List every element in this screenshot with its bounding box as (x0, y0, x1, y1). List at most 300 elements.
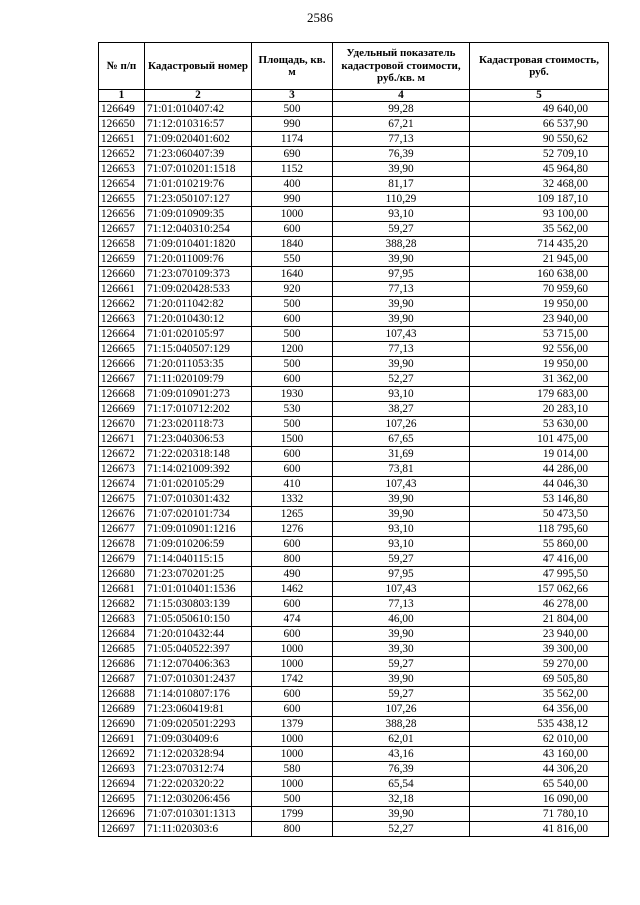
unit-value-cell: 65,54 (333, 777, 470, 792)
row-number-cell: 126649 (99, 102, 145, 117)
table-row (99, 537, 609, 552)
unit-value-cell: 39,90 (333, 252, 470, 267)
cadastral-value-cell: 19 950,00 (470, 357, 609, 372)
cadastral-number-cell: 71:09:020428:533 (145, 282, 252, 297)
row-number-cell: 126689 (99, 702, 145, 717)
cadastral-number-cell: 71:07:020101:734 (145, 507, 252, 522)
table-row (99, 477, 609, 492)
cadastral-value-cell: 23 940,00 (470, 627, 609, 642)
column-number-row (99, 90, 609, 102)
cadastral-value-cell: 53 715,00 (470, 327, 609, 342)
table-row (99, 282, 609, 297)
cadastral-number-cell: 71:12:030206:456 (145, 792, 252, 807)
cadastral-value-cell: 90 550,62 (470, 132, 609, 147)
area-cell: 500 (252, 417, 333, 432)
area-cell: 1500 (252, 432, 333, 447)
column-number: 5 (470, 90, 609, 102)
table-row (99, 327, 609, 342)
area-cell: 600 (252, 447, 333, 462)
unit-value-cell: 107,26 (333, 702, 470, 717)
row-number-cell: 126666 (99, 357, 145, 372)
table-row (99, 612, 609, 627)
table-row (99, 747, 609, 762)
table-row (99, 447, 609, 462)
cadastral-number-cell: 71:01:010407:42 (145, 102, 252, 117)
cadastral-number-cell: 71:20:011009:76 (145, 252, 252, 267)
table-row (99, 687, 609, 702)
row-number-cell: 126676 (99, 507, 145, 522)
area-cell: 500 (252, 297, 333, 312)
row-number-cell: 126692 (99, 747, 145, 762)
unit-value-cell: 107,43 (333, 582, 470, 597)
unit-value-cell: 39,90 (333, 627, 470, 642)
cadastral-number-cell: 71:14:010807:176 (145, 687, 252, 702)
area-cell: 410 (252, 477, 333, 492)
area-cell: 600 (252, 537, 333, 552)
unit-value-cell: 39,90 (333, 507, 470, 522)
area-cell: 600 (252, 312, 333, 327)
cadastral-number-cell: 71:20:010432:44 (145, 627, 252, 642)
cadastral-value-cell: 20 283,10 (470, 402, 609, 417)
cadastral-value-cell: 16 090,00 (470, 792, 609, 807)
row-number-cell: 126678 (99, 537, 145, 552)
area-cell: 1799 (252, 807, 333, 822)
unit-value-cell: 110,29 (333, 192, 470, 207)
unit-value-cell: 62,01 (333, 732, 470, 747)
cadastral-number-cell: 71:05:050610:150 (145, 612, 252, 627)
area-cell: 1000 (252, 657, 333, 672)
row-number-cell: 126696 (99, 807, 145, 822)
cadastral-number-cell: 71:01:010219:76 (145, 177, 252, 192)
area-cell: 600 (252, 687, 333, 702)
unit-value-cell: 52,27 (333, 822, 470, 837)
unit-value-cell: 39,90 (333, 162, 470, 177)
row-number-cell: 126675 (99, 492, 145, 507)
table-row (99, 342, 609, 357)
row-number-cell: 126681 (99, 582, 145, 597)
cadastral-number-cell: 71:05:040522:397 (145, 642, 252, 657)
table-row (99, 117, 609, 132)
table-row (99, 732, 609, 747)
area-cell: 1840 (252, 237, 333, 252)
row-number-cell: 126650 (99, 117, 145, 132)
area-cell: 1000 (252, 642, 333, 657)
unit-value-cell: 388,28 (333, 237, 470, 252)
area-cell: 500 (252, 792, 333, 807)
unit-value-cell: 93,10 (333, 207, 470, 222)
row-number-cell: 126665 (99, 342, 145, 357)
cadastral-number-cell: 71:09:010909:35 (145, 207, 252, 222)
unit-value-cell: 67,21 (333, 117, 470, 132)
row-number-cell: 126657 (99, 222, 145, 237)
cadastral-number-cell: 71:15:040507:129 (145, 342, 252, 357)
cadastral-number-cell: 71:12:010316:57 (145, 117, 252, 132)
table-row (99, 717, 609, 732)
row-number-cell: 126690 (99, 717, 145, 732)
cadastral-number-cell: 71:14:040115:15 (145, 552, 252, 567)
area-cell: 1276 (252, 522, 333, 537)
area-cell: 1000 (252, 747, 333, 762)
unit-value-cell: 59,27 (333, 657, 470, 672)
area-cell: 530 (252, 402, 333, 417)
cadastral-value-cell: 32 468,00 (470, 177, 609, 192)
table-row (99, 177, 609, 192)
cadastral-number-cell: 71:07:010301:432 (145, 492, 252, 507)
cadastral-value-cell: 52 709,10 (470, 147, 609, 162)
cadastral-value-cell: 43 160,00 (470, 747, 609, 762)
row-number-cell: 126661 (99, 282, 145, 297)
cadastral-value-cell: 41 816,00 (470, 822, 609, 837)
cadastral-number-cell: 71:20:011042:82 (145, 297, 252, 312)
cadastral-number-cell: 71:22:020318:148 (145, 447, 252, 462)
cadastral-value-cell: 59 270,00 (470, 657, 609, 672)
area-cell: 800 (252, 822, 333, 837)
table-row (99, 702, 609, 717)
cadastral-value-cell: 62 010,00 (470, 732, 609, 747)
cadastral-number-cell: 71:01:020105:97 (145, 327, 252, 342)
header-area: Площадь, кв. м (252, 43, 333, 90)
cadastral-number-cell: 71:09:010901:1216 (145, 522, 252, 537)
row-number-cell: 126670 (99, 417, 145, 432)
unit-value-cell: 39,90 (333, 297, 470, 312)
row-number-cell: 126691 (99, 732, 145, 747)
cadastral-value-cell: 47 416,00 (470, 552, 609, 567)
table-row (99, 162, 609, 177)
unit-value-cell: 43,16 (333, 747, 470, 762)
cadastral-value-cell: 714 435,20 (470, 237, 609, 252)
area-cell: 990 (252, 117, 333, 132)
unit-value-cell: 76,39 (333, 147, 470, 162)
table-row (99, 207, 609, 222)
area-cell: 500 (252, 357, 333, 372)
cadastral-value-cell: 31 362,00 (470, 372, 609, 387)
area-cell: 1332 (252, 492, 333, 507)
cadastral-number-cell: 71:20:010430:12 (145, 312, 252, 327)
cadastral-value-cell: 19 014,00 (470, 447, 609, 462)
unit-value-cell: 77,13 (333, 597, 470, 612)
area-cell: 474 (252, 612, 333, 627)
row-number-cell: 126679 (99, 552, 145, 567)
table-row (99, 522, 609, 537)
cadastral-value-cell: 23 940,00 (470, 312, 609, 327)
unit-value-cell: 67,65 (333, 432, 470, 447)
cadastral-value-cell: 19 950,00 (470, 297, 609, 312)
area-cell: 500 (252, 102, 333, 117)
row-number-cell: 126660 (99, 267, 145, 282)
row-number-cell: 126680 (99, 567, 145, 582)
area-cell: 990 (252, 192, 333, 207)
table-row (99, 312, 609, 327)
area-cell: 800 (252, 552, 333, 567)
row-number-cell: 126658 (99, 237, 145, 252)
row-number-cell: 126673 (99, 462, 145, 477)
table-row (99, 222, 609, 237)
row-number-cell: 126651 (99, 132, 145, 147)
cadastral-number-cell: 71:17:010712:202 (145, 402, 252, 417)
row-number-cell: 126656 (99, 207, 145, 222)
cadastral-value-cell: 64 356,00 (470, 702, 609, 717)
unit-value-cell: 59,27 (333, 222, 470, 237)
cadastral-value-cell: 53 146,80 (470, 492, 609, 507)
cadastral-number-cell: 71:20:011053:35 (145, 357, 252, 372)
row-number-cell: 126674 (99, 477, 145, 492)
table-row (99, 357, 609, 372)
unit-value-cell: 39,90 (333, 807, 470, 822)
cadastral-value-cell: 53 630,00 (470, 417, 609, 432)
cadastral-value-table (98, 42, 609, 837)
unit-value-cell: 39,90 (333, 357, 470, 372)
row-number-cell: 126664 (99, 327, 145, 342)
cadastral-value-cell: 535 438,12 (470, 717, 609, 732)
table-row (99, 237, 609, 252)
table-row (99, 132, 609, 147)
area-cell: 600 (252, 462, 333, 477)
table-row (99, 582, 609, 597)
cadastral-number-cell: 71:11:020303:6 (145, 822, 252, 837)
table-row (99, 642, 609, 657)
cadastral-value-cell: 179 683,00 (470, 387, 609, 402)
cadastral-value-cell: 35 562,00 (470, 222, 609, 237)
area-cell: 500 (252, 327, 333, 342)
area-cell: 490 (252, 567, 333, 582)
area-cell: 600 (252, 627, 333, 642)
cadastral-number-cell: 71:23:070201:25 (145, 567, 252, 582)
cadastral-number-cell: 71:15:030803:139 (145, 597, 252, 612)
unit-value-cell: 73,81 (333, 462, 470, 477)
row-number-cell: 126688 (99, 687, 145, 702)
cadastral-value-cell: 157 062,66 (470, 582, 609, 597)
unit-value-cell: 81,17 (333, 177, 470, 192)
row-number-cell: 126653 (99, 162, 145, 177)
column-number: 2 (145, 90, 252, 102)
unit-value-cell: 76,39 (333, 762, 470, 777)
cadastral-number-cell: 71:14:021009:392 (145, 462, 252, 477)
unit-value-cell: 39,90 (333, 672, 470, 687)
table-row (99, 627, 609, 642)
table-row (99, 597, 609, 612)
cadastral-number-cell: 71:12:020328:94 (145, 747, 252, 762)
table-row (99, 192, 609, 207)
cadastral-number-cell: 71:12:040310:254 (145, 222, 252, 237)
area-cell: 1200 (252, 342, 333, 357)
area-cell: 400 (252, 177, 333, 192)
unit-value-cell: 77,13 (333, 282, 470, 297)
cadastral-number-cell: 71:12:070406:363 (145, 657, 252, 672)
unit-value-cell: 32,18 (333, 792, 470, 807)
cadastral-value-cell: 21 804,00 (470, 612, 609, 627)
table-row (99, 432, 609, 447)
row-number-cell: 126683 (99, 612, 145, 627)
table-row (99, 657, 609, 672)
area-cell: 1000 (252, 777, 333, 792)
cadastral-number-cell: 71:11:020109:79 (145, 372, 252, 387)
cadastral-value-cell: 47 995,50 (470, 567, 609, 582)
cadastral-number-cell: 71:23:020118:73 (145, 417, 252, 432)
table-body (99, 102, 609, 837)
unit-value-cell: 38,27 (333, 402, 470, 417)
area-cell: 1742 (252, 672, 333, 687)
table-row (99, 672, 609, 687)
cadastral-value-cell: 160 638,00 (470, 267, 609, 282)
unit-value-cell: 388,28 (333, 717, 470, 732)
cadastral-value-cell: 93 100,00 (470, 207, 609, 222)
cadastral-value-cell: 66 537,90 (470, 117, 609, 132)
area-cell: 1265 (252, 507, 333, 522)
cadastral-value-cell: 70 959,60 (470, 282, 609, 297)
area-cell: 580 (252, 762, 333, 777)
cadastral-number-cell: 71:23:060407:39 (145, 147, 252, 162)
unit-value-cell: 93,10 (333, 387, 470, 402)
table-row (99, 267, 609, 282)
table-row (99, 507, 609, 522)
unit-value-cell: 93,10 (333, 537, 470, 552)
column-number: 3 (252, 90, 333, 102)
row-number-cell: 126659 (99, 252, 145, 267)
row-number-cell: 126669 (99, 402, 145, 417)
cadastral-number-cell: 71:09:010901:273 (145, 387, 252, 402)
row-number-cell: 126655 (99, 192, 145, 207)
cadastral-number-cell: 71:01:010401:1536 (145, 582, 252, 597)
cadastral-value-cell: 44 306,20 (470, 762, 609, 777)
area-cell: 1640 (252, 267, 333, 282)
cadastral-value-cell: 39 300,00 (470, 642, 609, 657)
unit-value-cell: 59,27 (333, 687, 470, 702)
unit-value-cell: 77,13 (333, 132, 470, 147)
cadastral-value-cell: 101 475,00 (470, 432, 609, 447)
row-number-cell: 126671 (99, 432, 145, 447)
table-row (99, 792, 609, 807)
unit-value-cell: 39,90 (333, 492, 470, 507)
table-row (99, 567, 609, 582)
cadastral-number-cell: 71:09:030409:6 (145, 732, 252, 747)
row-number-cell: 126695 (99, 792, 145, 807)
row-number-cell: 126652 (99, 147, 145, 162)
row-number-cell: 126693 (99, 762, 145, 777)
area-cell: 1379 (252, 717, 333, 732)
unit-value-cell: 107,26 (333, 417, 470, 432)
row-number-cell: 126697 (99, 822, 145, 837)
unit-value-cell: 52,27 (333, 372, 470, 387)
table-row (99, 387, 609, 402)
cadastral-number-cell: 71:22:020320:22 (145, 777, 252, 792)
row-number-cell: 126686 (99, 657, 145, 672)
area-cell: 600 (252, 597, 333, 612)
cadastral-value-cell: 65 540,00 (470, 777, 609, 792)
page-number: 2586 (307, 10, 333, 25)
cadastral-value-cell: 49 640,00 (470, 102, 609, 117)
area-cell: 600 (252, 222, 333, 237)
table-row (99, 402, 609, 417)
unit-value-cell: 107,43 (333, 477, 470, 492)
unit-value-cell: 31,69 (333, 447, 470, 462)
cadastral-number-cell: 71:09:020501:2293 (145, 717, 252, 732)
row-number-cell: 126667 (99, 372, 145, 387)
row-number-cell: 126662 (99, 297, 145, 312)
cadastral-value-cell: 45 964,80 (470, 162, 609, 177)
table-row (99, 762, 609, 777)
cadastral-value-cell: 46 278,00 (470, 597, 609, 612)
row-number-cell: 126684 (99, 627, 145, 642)
row-number-cell: 126694 (99, 777, 145, 792)
area-cell: 1462 (252, 582, 333, 597)
row-number-cell: 126654 (99, 177, 145, 192)
cadastral-number-cell: 71:09:010401:1820 (145, 237, 252, 252)
row-number-cell: 126687 (99, 672, 145, 687)
header-cadastral-value: Кадастровая стоимость, руб. (470, 43, 609, 90)
row-number-cell: 126685 (99, 642, 145, 657)
table-row (99, 822, 609, 837)
table-row (99, 252, 609, 267)
cadastral-number-cell: 71:23:050107:127 (145, 192, 252, 207)
unit-value-cell: 99,28 (333, 102, 470, 117)
table-row (99, 147, 609, 162)
table-row (99, 492, 609, 507)
cadastral-value-cell: 118 795,60 (470, 522, 609, 537)
cadastral-number-cell: 71:23:070109:373 (145, 267, 252, 282)
cadastral-number-cell: 71:23:060419:81 (145, 702, 252, 717)
cadastral-number-cell: 71:01:020105:29 (145, 477, 252, 492)
table-row (99, 102, 609, 117)
unit-value-cell: 107,43 (333, 327, 470, 342)
table-header-row (99, 43, 609, 90)
cadastral-number-cell: 71:07:010301:2437 (145, 672, 252, 687)
cadastral-value-cell: 55 860,00 (470, 537, 609, 552)
header-unit-value: Удельный показатель кадастровой стоимости, руб./кв. м (333, 43, 470, 90)
table-row (99, 297, 609, 312)
area-cell: 600 (252, 372, 333, 387)
column-number: 4 (333, 90, 470, 102)
area-cell: 920 (252, 282, 333, 297)
area-cell: 1930 (252, 387, 333, 402)
table-row (99, 462, 609, 477)
row-number-cell: 126672 (99, 447, 145, 462)
unit-value-cell: 39,90 (333, 312, 470, 327)
unit-value-cell: 97,95 (333, 567, 470, 582)
table-row (99, 552, 609, 567)
table-row (99, 777, 609, 792)
cadastral-value-cell: 92 556,00 (470, 342, 609, 357)
cadastral-number-cell: 71:09:020401:602 (145, 132, 252, 147)
cadastral-value-cell: 44 046,30 (470, 477, 609, 492)
header-row-number: № п/п (99, 43, 145, 90)
cadastral-number-cell: 71:09:010206:59 (145, 537, 252, 552)
cadastral-value-cell: 71 780,10 (470, 807, 609, 822)
area-cell: 1000 (252, 207, 333, 222)
cadastral-value-cell: 109 187,10 (470, 192, 609, 207)
area-cell: 690 (252, 147, 333, 162)
unit-value-cell: 59,27 (333, 552, 470, 567)
cadastral-value-cell: 35 562,00 (470, 687, 609, 702)
unit-value-cell: 93,10 (333, 522, 470, 537)
cadastral-number-cell: 71:23:070312:74 (145, 762, 252, 777)
unit-value-cell: 39,30 (333, 642, 470, 657)
cadastral-number-cell: 71:23:040306:53 (145, 432, 252, 447)
unit-value-cell: 97,95 (333, 267, 470, 282)
cadastral-value-cell: 50 473,50 (470, 507, 609, 522)
cadastral-number-cell: 71:07:010201:1518 (145, 162, 252, 177)
row-number-cell: 126682 (99, 597, 145, 612)
table-row (99, 417, 609, 432)
table-row (99, 807, 609, 822)
cadastral-value-cell: 69 505,80 (470, 672, 609, 687)
cadastral-value-cell: 21 945,00 (470, 252, 609, 267)
row-number-cell: 126668 (99, 387, 145, 402)
row-number-cell: 126663 (99, 312, 145, 327)
area-cell: 550 (252, 252, 333, 267)
area-cell: 1152 (252, 162, 333, 177)
unit-value-cell: 77,13 (333, 342, 470, 357)
cadastral-value-cell: 44 286,00 (470, 462, 609, 477)
